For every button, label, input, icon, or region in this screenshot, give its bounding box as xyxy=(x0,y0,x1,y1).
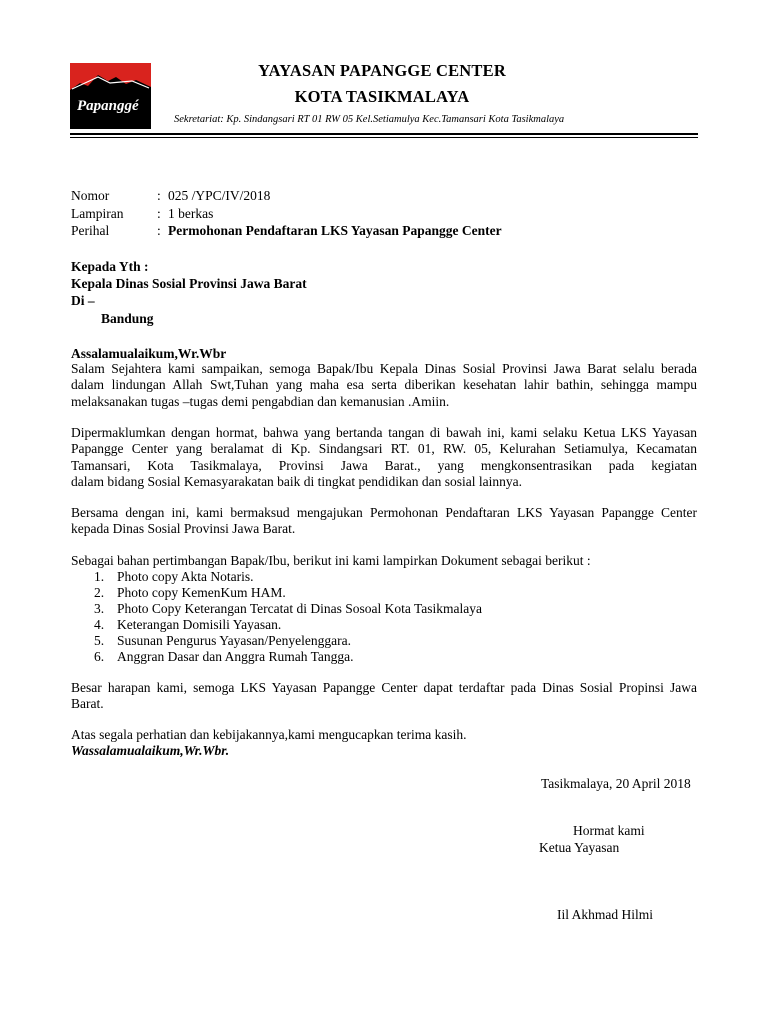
meta-label-nomor: Nomor xyxy=(71,188,110,203)
recipient-di: Di – xyxy=(71,293,95,308)
recipient-salutation: Kepada Yth : xyxy=(71,259,149,274)
closing-salutation: Wassalamualaikum,Wr.Wbr. xyxy=(71,743,230,758)
organization-name: YAYASAN PAPANGGE CENTER xyxy=(258,61,506,80)
meta-value-nomor: 025 /YPC/IV/2018 xyxy=(168,188,271,203)
paragraph-line: Besar harapan kami, semoga LKS Yayasan Papangge Center dapat terdaftar pada Dinas Sosial Propinsi Jawa xyxy=(71,680,697,695)
meta-value-lampiran: 1 berkas xyxy=(168,206,214,221)
letterhead-rule-thick xyxy=(70,133,698,135)
meta-colon: : xyxy=(157,223,161,238)
signature-regards: Hormat kami xyxy=(573,823,645,838)
organization-city: KOTA TASIKMALAYA xyxy=(294,87,470,106)
recipient-city: Bandung xyxy=(101,311,154,326)
paragraph-introduction xyxy=(71,425,697,491)
paragraph-line: Papangge Center yang beralamat di Kp. Sindangsari RT. 01, RW. 05, Kelurahan Setiamulya, Kecamatan xyxy=(71,441,697,457)
meta-label-perihal: Perihal xyxy=(71,223,110,238)
meta-colon: : xyxy=(157,188,161,203)
paragraph-hope xyxy=(71,680,697,713)
paragraph-opening xyxy=(71,361,697,410)
paragraph-line: Dipermaklumkan dengan hormat, bahwa yang bertanda tangan di bawah ini, kami selaku Ketua LKS Yayasan xyxy=(71,425,697,440)
paragraph-line: Bersama dengan ini, kami bermaksud mengajukan Permohonan Pendaftaran LKS Yayasan Papangge Center xyxy=(71,505,697,520)
paragraph-thanks: Atas segala perhatian dan kebijakannya,kami mengucapkan terima kasih. xyxy=(71,727,467,742)
paragraph-line: melaksanakan tugas –tugas demi pengabdian dan kemanusian .Amiin. xyxy=(71,393,450,409)
logo-wordmark: Papanggé xyxy=(77,98,139,114)
signatory-name: Iil Akhmad Hilmi xyxy=(557,907,653,922)
paragraph-line: Tamansari, Kota Tasikmalaya, Provinsi Jawa Barat., yang mengkonsentrasikan pada kegiatan xyxy=(71,457,697,473)
recipient-office: Kepala Dinas Sosial Provinsi Jawa Barat xyxy=(71,276,307,291)
paragraph-line: kepada Dinas Sosial Provinsi Jawa Barat. xyxy=(71,521,296,537)
meta-value-perihal: Permohonan Pendaftaran LKS Yayasan Papangge Center xyxy=(168,223,502,238)
greeting: Assalamualaikum,Wr.Wbr xyxy=(71,346,227,361)
paragraph-line: dalam bidang Sosial Kemasyarakatan baik di tingkat pendidikan dan sosial lainnya. xyxy=(71,474,523,490)
meta-label-lampiran: Lampiran xyxy=(71,206,124,221)
place-date: Tasikmalaya, 20 April 2018 xyxy=(541,776,691,791)
signature-position: Ketua Yayasan xyxy=(539,840,620,855)
letterhead-rule-thin xyxy=(70,137,698,138)
meta-colon: : xyxy=(157,206,161,221)
paragraph-line: dalam lindungan Allah Swt,Tuhan yang maha esa serta diberikan kesehatan lahir bathin, sehingga mampu xyxy=(71,377,697,393)
paragraph-line: Salam Sejahtera kami sampaikan, semoga Bapak/Ibu Kepala Dinas Sosial Provinsi Jawa Barat selalu berada xyxy=(71,361,697,376)
attachments-intro: Sebagai bahan pertimbangan Bapak/Ibu, berikut ini kami lampirkan Dokument sebagai berikut : xyxy=(71,553,591,568)
paragraph-line: Barat. xyxy=(71,696,104,712)
paragraph-request xyxy=(71,505,697,538)
secretariat-address: Sekretariat: Kp. Sindangsari RT 01 RW 05 Kel.Setiamulya Kec.Tamansari Kota Tasikmalaya xyxy=(174,114,565,125)
